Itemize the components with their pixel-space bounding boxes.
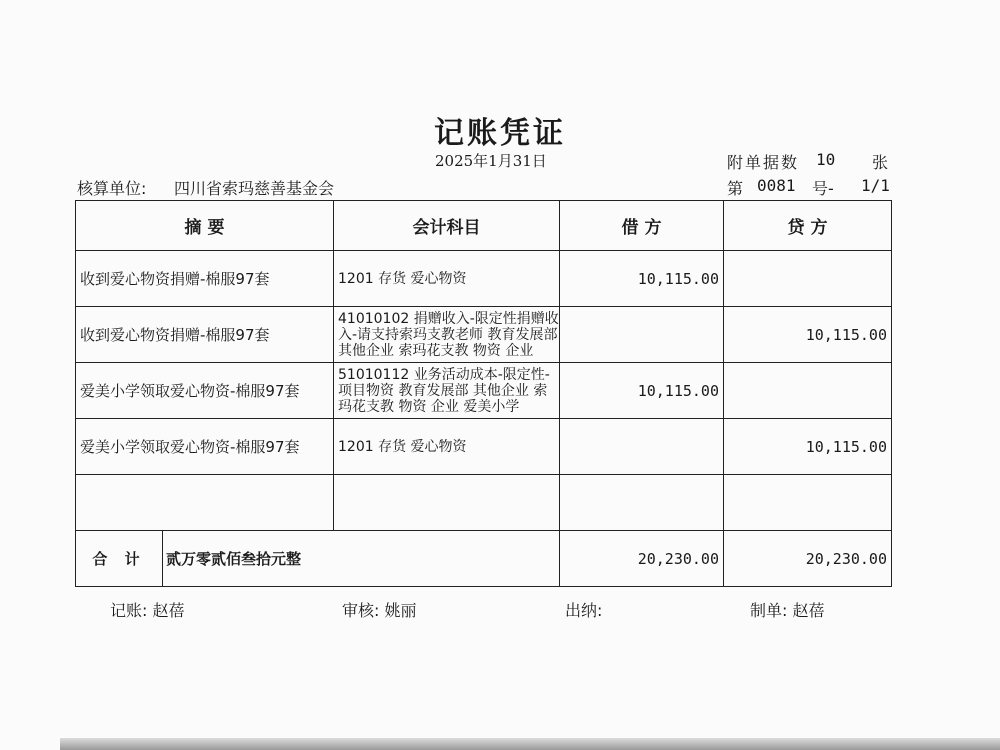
row-debit [560, 475, 724, 531]
row-credit [724, 363, 892, 419]
row-debit [560, 419, 724, 475]
row-account: 1201 存货 爱心物资 [334, 251, 560, 307]
voucher-table [75, 200, 892, 587]
row-debit [560, 307, 724, 363]
voucher-number: 0081 [757, 176, 796, 195]
reviewer-signature: 审核: 姚丽 [342, 601, 417, 620]
total-cell [76, 531, 560, 587]
row-account [334, 475, 560, 531]
row-summary: 爱美小学领取爱心物资-棉服97套 [76, 419, 334, 475]
voucher-date: 2025年1月31日 [435, 152, 547, 170]
total-in-words: 贰万零贰佰叁拾元整 [166, 550, 302, 568]
attachments-count: 10 [816, 150, 836, 169]
table-row [76, 363, 892, 419]
row-credit: 10,115.00 [724, 419, 892, 475]
total-credit: 20,230.00 [724, 531, 892, 587]
bookkeeper-signature: 记账: 赵蓓 [110, 601, 185, 620]
table-row [76, 307, 892, 363]
total-row [76, 531, 892, 587]
row-summary: 收到爱心物资捐赠-棉服97套 [76, 307, 334, 363]
table-row-empty [76, 475, 892, 531]
attachments-unit: 张 [872, 153, 889, 172]
voucher-number-prefix: 第 [727, 179, 744, 198]
table-row [76, 251, 892, 307]
voucher-number-suffix: 号- [812, 179, 834, 198]
total-label: 合 计 [76, 531, 163, 586]
row-credit [724, 251, 892, 307]
row-credit: 10,115.00 [724, 307, 892, 363]
row-debit: 10,115.00 [560, 363, 724, 419]
total-debit: 20,230.00 [560, 531, 724, 587]
cashier-signature: 出纳: [565, 601, 603, 620]
paper-edge [60, 738, 1000, 750]
table-row [76, 419, 892, 475]
row-summary [76, 475, 334, 531]
attachments-label: 附单据数 [727, 153, 800, 172]
header-credit: 贷 方 [724, 201, 892, 251]
preparer-signature: 制单: 赵蓓 [750, 601, 825, 620]
row-account: 51010112 业务活动成本-限定性-项目物资 教育发展部 其他企业 索玛花支教 物资 企业 爱美小学 [334, 363, 560, 419]
unit-label: 核算单位: [77, 179, 147, 198]
row-summary: 爱美小学领取爱心物资-棉服97套 [76, 363, 334, 419]
header-debit: 借 方 [560, 201, 724, 251]
table-header-row [76, 201, 892, 251]
row-debit: 10,115.00 [560, 251, 724, 307]
unit-name: 四川省索玛慈善基金会 [174, 179, 335, 198]
row-summary: 收到爱心物资捐赠-棉服97套 [76, 251, 334, 307]
row-account: 41010102 捐赠收入-限定性捐赠收入-请支持索玛支教老师 教育发展部 其他企业 索玛花支教 物资 企业 [334, 307, 560, 363]
header-summary: 摘 要 [76, 201, 334, 251]
row-credit [724, 475, 892, 531]
voucher-page-count: 1/1 [861, 176, 890, 195]
row-account: 1201 存货 爱心物资 [334, 419, 560, 475]
header-account: 会计科目 [334, 201, 560, 251]
voucher-title: 记账凭证 [434, 116, 566, 151]
